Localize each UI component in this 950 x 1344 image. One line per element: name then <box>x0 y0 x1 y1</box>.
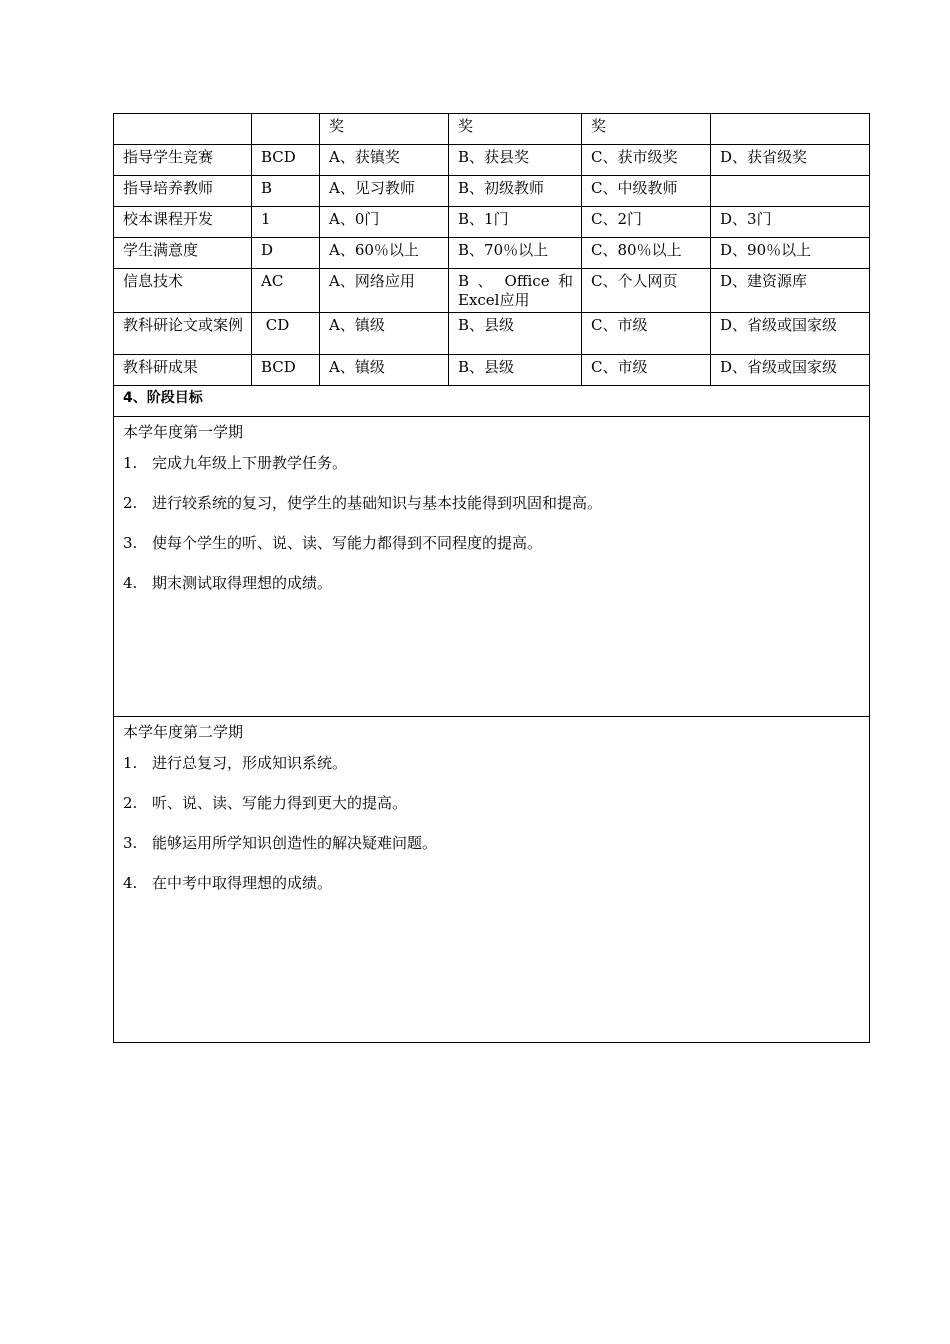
table-cell: AC <box>252 269 320 313</box>
table-cell: B、1门 <box>449 207 582 238</box>
goal-number: 2. <box>123 794 138 812</box>
table-row <box>114 355 870 386</box>
term-heading: 本学年度第二学期 <box>123 723 244 741</box>
goal-number: 3. <box>123 834 138 852</box>
table-cell: A、镇级 <box>320 355 449 386</box>
goal-number: 4. <box>123 874 138 892</box>
term-cell-second <box>114 717 870 1043</box>
list-item <box>123 532 861 563</box>
goal-number: 3. <box>123 534 138 552</box>
table-cell: A、60％以上 <box>320 238 449 269</box>
table-cell: A、0门 <box>320 207 449 238</box>
goal-number: 4. <box>123 574 138 592</box>
table-cell: BCD <box>252 355 320 386</box>
list-item <box>123 832 861 863</box>
list-item <box>123 492 861 523</box>
table-cell: C、市级 <box>582 355 711 386</box>
table-cell: B、初级教师 <box>449 176 582 207</box>
table-cell: 奖 <box>320 114 449 145</box>
table-cell: B、县级 <box>449 313 582 355</box>
goal-text: 进行较系统的复习，使学生的基础知识与基本技能得到巩固和提高。 <box>152 494 603 512</box>
table-row <box>114 238 870 269</box>
goal-text: 进行总复习，形成知识系统。 <box>152 754 348 772</box>
table-cell: D <box>252 238 320 269</box>
table-cell: A、获镇奖 <box>320 145 449 176</box>
table-cell: D、3门 <box>711 207 870 238</box>
goal-number: 1. <box>123 454 138 472</box>
table-cell <box>711 176 870 207</box>
table-cell: 奖 <box>449 114 582 145</box>
table-cell: D、省级或国家级 <box>711 313 870 355</box>
term-row-second <box>114 717 870 1043</box>
table-cell: D、获省级奖 <box>711 145 870 176</box>
table-cell: C、获市级奖 <box>582 145 711 176</box>
goal-list <box>123 752 861 903</box>
table-cell: B、获县奖 <box>449 145 582 176</box>
table-cell: B、70％以上 <box>449 238 582 269</box>
table-cell: C、中级教师 <box>582 176 711 207</box>
table-cell: A、见习教师 <box>320 176 449 207</box>
goal-list <box>123 452 861 603</box>
table-cell: D、建资源库 <box>711 269 870 313</box>
row-label: 指导学生竞赛 <box>114 145 252 176</box>
goal-number: 1. <box>123 754 138 772</box>
table-cell: B <box>252 176 320 207</box>
row-label: 校本课程开发 <box>114 207 252 238</box>
table-cell: 奖 <box>582 114 711 145</box>
goal-text: 在中考中取得理想的成绩。 <box>152 874 333 892</box>
row-label: 信息技术 <box>114 269 252 313</box>
goals-table <box>113 113 870 1043</box>
table-cell: A、镇级 <box>320 313 449 355</box>
list-item <box>123 572 861 603</box>
goal-text: 听、说、读、写能力得到更大的提高。 <box>152 794 408 812</box>
list-item <box>123 452 861 483</box>
term-cell-first <box>114 417 870 717</box>
list-item <box>123 752 861 783</box>
table-cell: C、2门 <box>582 207 711 238</box>
list-item <box>123 792 861 823</box>
table-row <box>114 269 870 313</box>
table-cell: CD <box>252 313 320 355</box>
table-row <box>114 114 870 145</box>
table-cell: 1 <box>252 207 320 238</box>
table-row <box>114 176 870 207</box>
table-cell: B、县级 <box>449 355 582 386</box>
table-cell: BCD <box>252 145 320 176</box>
table-cell: D、90％以上 <box>711 238 870 269</box>
table-cell: C、80％以上 <box>582 238 711 269</box>
goal-text: 期末测试取得理想的成绩。 <box>152 574 333 592</box>
table-cell: B 、 Office 和 Excel应用 <box>449 269 582 313</box>
goal-text: 使每个学生的听、说、读、写能力都得到不同程度的提高。 <box>152 534 543 552</box>
section-title: 4、阶段目标 <box>114 386 870 417</box>
row-label: 教科研成果 <box>114 355 252 386</box>
row-label: 教科研论文或案例 <box>114 313 252 355</box>
table-cell: C、市级 <box>582 313 711 355</box>
term-row-first <box>114 417 870 717</box>
goal-text: 能够运用所学知识创造性的解决疑难问题。 <box>152 834 438 852</box>
list-item <box>123 872 861 903</box>
table-cell: D、省级或国家级 <box>711 355 870 386</box>
table-cell: C、个人网页 <box>582 269 711 313</box>
goal-text: 完成九年级上下册教学任务。 <box>152 454 348 472</box>
table-cell <box>711 114 870 145</box>
goal-number: 2. <box>123 494 138 512</box>
table-cell: A、网络应用 <box>320 269 449 313</box>
row-label: 指导培养教师 <box>114 176 252 207</box>
table-row <box>114 145 870 176</box>
row-label: 学生满意度 <box>114 238 252 269</box>
table-cell <box>114 114 252 145</box>
term-heading: 本学年度第一学期 <box>123 423 244 441</box>
table-cell <box>252 114 320 145</box>
table-row <box>114 313 870 355</box>
table-row <box>114 207 870 238</box>
section-row <box>114 386 870 417</box>
